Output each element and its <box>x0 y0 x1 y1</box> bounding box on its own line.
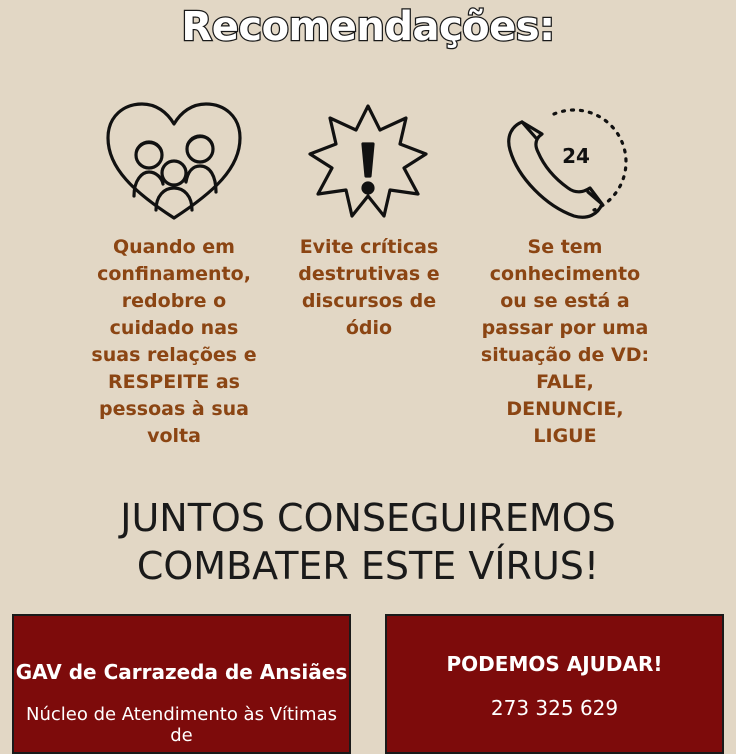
text-line: Evite críticas <box>299 236 439 258</box>
gav-subtitle: Núcleo de Atendimento às Vítimas de <box>25 704 338 746</box>
text-line: DENUNCIE, <box>506 398 624 420</box>
phone-24h-icon <box>502 102 628 224</box>
text-line: Se tem <box>527 236 603 258</box>
text-line: LIGUE <box>533 425 597 447</box>
text-line: volta <box>147 425 201 447</box>
text-line: ódio <box>345 317 393 339</box>
phone-number[interactable]: 273 325 629 <box>490 696 619 720</box>
recommendation-text-3 <box>470 234 660 450</box>
text-line: conhecimento <box>489 263 641 285</box>
text-line: discursos de <box>301 290 437 312</box>
text-line: ou se está a <box>500 290 630 312</box>
text-line: situação de VD: <box>480 344 650 366</box>
recommendation-text-2 <box>284 234 454 342</box>
gav-info-box <box>12 614 351 754</box>
text-line: confinamento, <box>97 263 251 285</box>
page-title: Recomendações: <box>181 4 555 50</box>
recommendation-text-1 <box>84 234 264 450</box>
help-box <box>385 614 724 754</box>
help-heading: PODEMOS AJUDAR! <box>446 652 663 676</box>
text-line: passar por uma <box>481 317 649 339</box>
text-line: pessoas à sua <box>99 398 249 420</box>
exclamation-burst-icon <box>306 102 430 220</box>
slogan-line-1: JUNTOS CONSEGUIREMOS <box>120 496 616 540</box>
slogan-line-2: COMBATER ESTE VÍRUS! <box>136 544 600 588</box>
text-line: RESPEITE as <box>108 371 240 393</box>
text-line: Quando em <box>113 236 235 258</box>
gav-heading: GAV de Carrazeda de Ansiães <box>15 660 348 684</box>
slogan <box>0 494 736 590</box>
text-line: redobre o <box>121 290 227 312</box>
text-line: suas relações e <box>91 344 257 366</box>
text-line: FALE, <box>536 371 594 393</box>
text-line: cuidado nas <box>109 317 239 339</box>
badge-24: 24 <box>562 144 590 168</box>
text-line: destrutivas e <box>298 263 440 285</box>
family-heart-icon <box>104 100 244 222</box>
